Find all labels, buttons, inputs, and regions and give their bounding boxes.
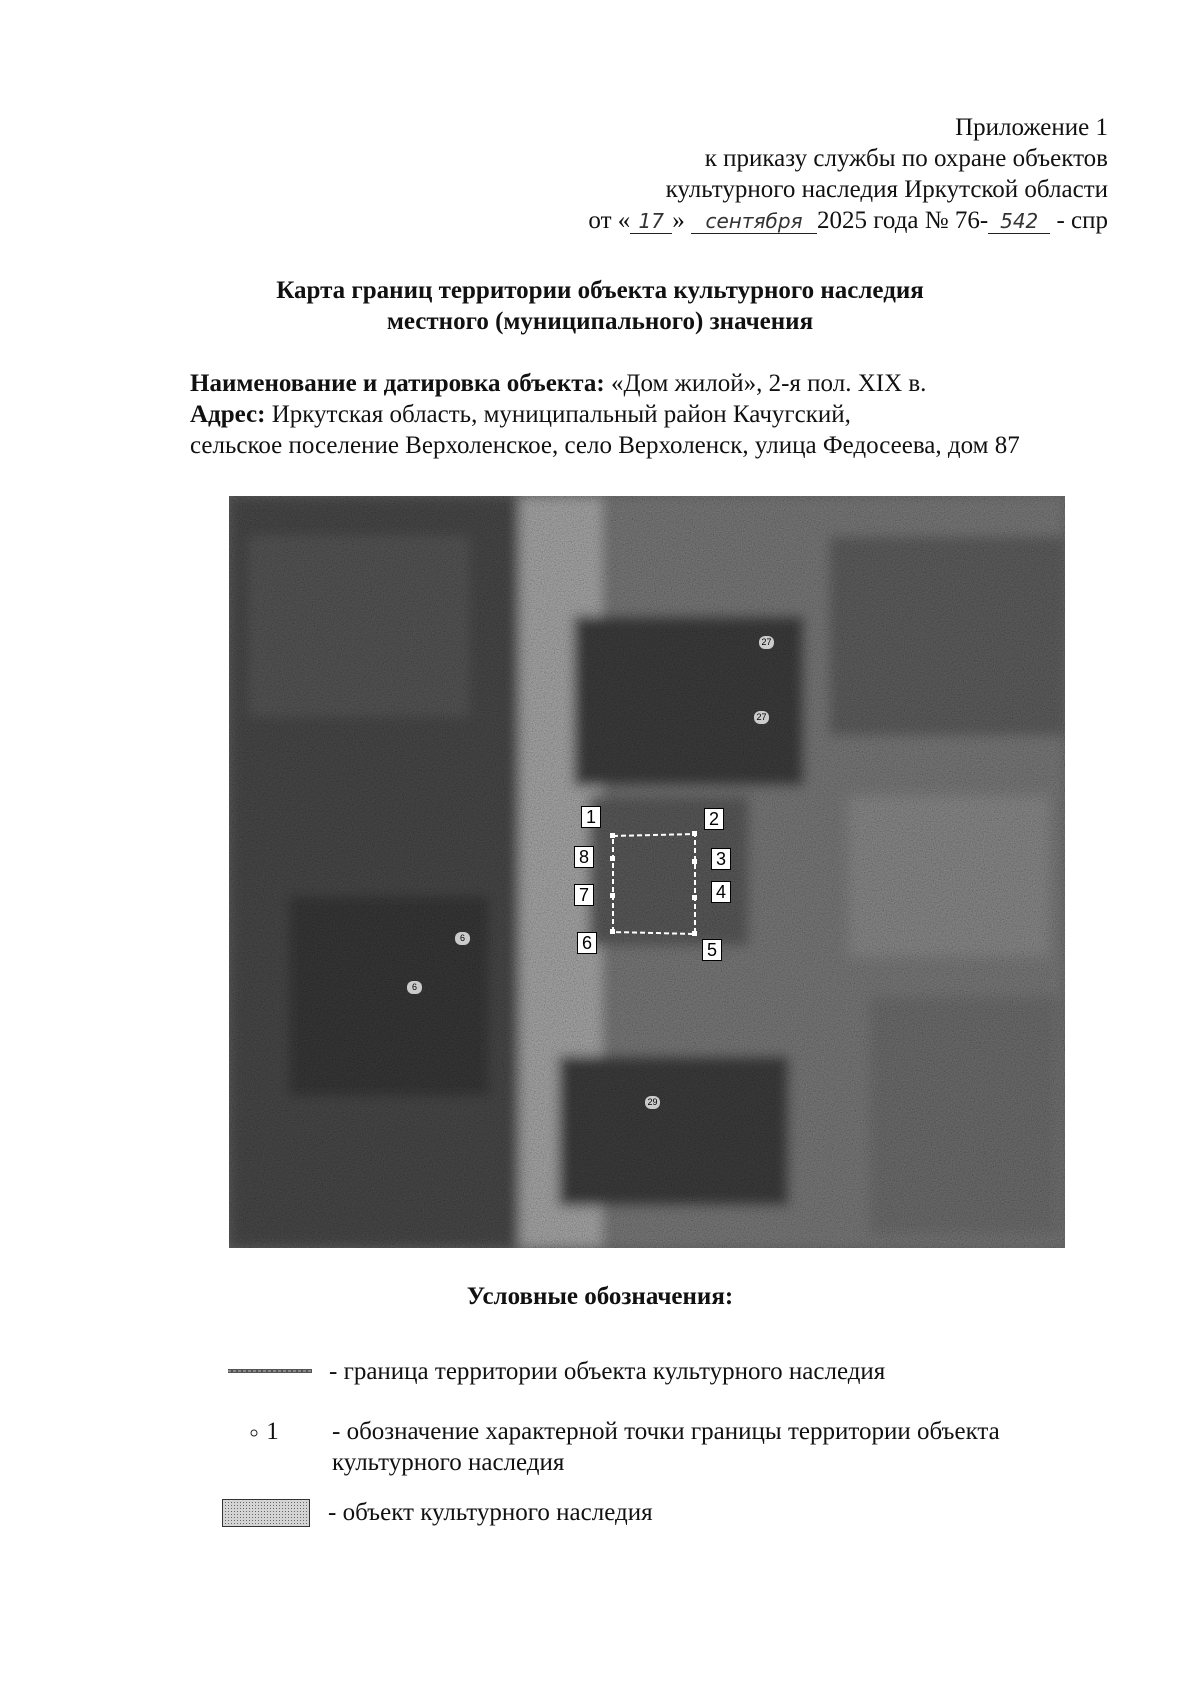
title-line-1: Карта границ территории объекта культурного наследия bbox=[276, 277, 924, 304]
legend-text-point: - обозначение характерной точки границы территории объекта культурного наследия bbox=[332, 1418, 1000, 1476]
legend-item-boundary bbox=[220, 1356, 1120, 1387]
order-suffix: - спр bbox=[1056, 207, 1108, 234]
legend-title: Условные обозначения: bbox=[466, 1283, 734, 1310]
object-name-label: Наименование и датировка объекта: bbox=[190, 370, 605, 397]
point-label-7: 7 bbox=[574, 884, 594, 906]
boundary-point-marker-2 bbox=[692, 831, 697, 836]
address-label: Адрес: bbox=[190, 401, 266, 428]
aerial-photo bbox=[229, 496, 1065, 1248]
point-label-4: 4 bbox=[711, 881, 731, 903]
address-line-2: сельское поселение Верхоленское, село Верхоленск, улица Федосеева, дом 87 bbox=[190, 432, 1020, 459]
house-number: 27 bbox=[759, 636, 774, 649]
point-label-8: 8 bbox=[574, 846, 594, 868]
house-number: 6 bbox=[455, 932, 470, 945]
point-label-1: 1 bbox=[581, 806, 601, 828]
legend-item-object bbox=[220, 1497, 1120, 1528]
object-name-line bbox=[190, 368, 1108, 399]
date-year: 2025 года № 76- bbox=[817, 207, 989, 234]
address-word: район bbox=[663, 401, 727, 428]
title-line-2: местного (муниципального) значения bbox=[386, 308, 814, 335]
legend-item-point bbox=[220, 1416, 1120, 1478]
appendix-order-line: к приказу службы по охране объектов bbox=[704, 145, 1108, 172]
legend-text-object: - объект культурного наследия bbox=[328, 1499, 653, 1526]
address-word: Иркутская bbox=[271, 401, 384, 428]
boundary-point-marker-5 bbox=[692, 931, 697, 936]
boundary-point-marker-8 bbox=[610, 856, 615, 861]
address-word: Качугский, bbox=[732, 401, 851, 428]
date-day-handwritten: 17 bbox=[630, 209, 672, 234]
legend-text-boundary: - граница территории объекта культурного наследия bbox=[329, 1358, 886, 1385]
aerial-map bbox=[229, 496, 1065, 1248]
point-circle-icon bbox=[250, 1416, 260, 1447]
appendix-service-line: культурного наследия Иркутской области bbox=[665, 176, 1108, 203]
point-symbol bbox=[250, 1416, 279, 1447]
order-number-handwritten: 542 bbox=[988, 209, 1050, 234]
address-word: муниципальный bbox=[483, 401, 658, 428]
house-number: 29 bbox=[645, 1096, 660, 1109]
date-mid: » bbox=[672, 207, 685, 234]
object-info bbox=[190, 368, 1108, 461]
address-line-1 bbox=[190, 399, 1108, 430]
object-name-value: «Дом жилой», 2-я пол. XIX в. bbox=[610, 370, 927, 397]
boundary-point-marker-4 bbox=[692, 895, 697, 900]
boundary-line-symbol bbox=[228, 1367, 312, 1375]
hatched-area-symbol bbox=[222, 1499, 310, 1527]
boundary-point-marker-7 bbox=[610, 893, 615, 898]
address-word: область, bbox=[389, 401, 478, 428]
point-label-5: 5 bbox=[702, 939, 722, 961]
point-symbol-label: 1 bbox=[266, 1418, 279, 1445]
appendix-date-line bbox=[508, 205, 1108, 236]
boundary-point-marker-6 bbox=[610, 929, 615, 934]
point-label-2: 2 bbox=[704, 808, 724, 830]
date-prefix: от « bbox=[588, 207, 631, 234]
house-number: 27 bbox=[754, 711, 769, 724]
date-month-handwritten: сентября bbox=[691, 209, 817, 234]
house-number: 6 bbox=[407, 981, 422, 994]
point-label-3: 3 bbox=[711, 848, 731, 870]
appendix-header bbox=[508, 112, 1108, 236]
document-title bbox=[0, 275, 1200, 337]
boundary-point-marker-3 bbox=[692, 859, 697, 864]
point-label-6: 6 bbox=[577, 932, 597, 954]
appendix-number: Приложение 1 bbox=[955, 114, 1108, 141]
boundary-point-marker-1 bbox=[610, 833, 615, 838]
